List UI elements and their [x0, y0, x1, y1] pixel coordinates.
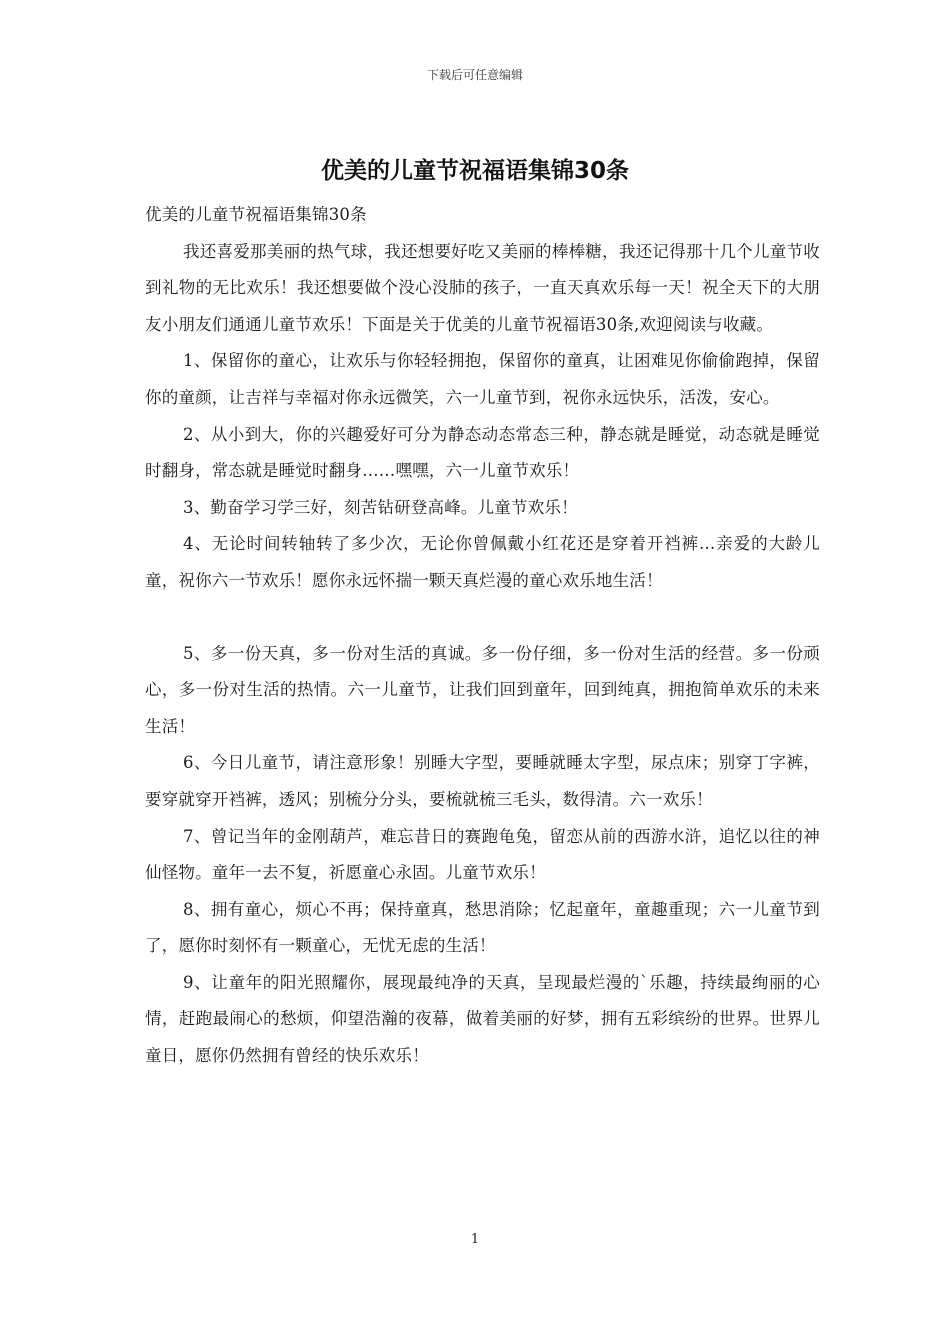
document-body: [145, 197, 820, 1075]
wish-item-8: 8、拥有童心，烦心不再；保持童真，愁思消除；忆起童年，童趣重现；六一儿童节到了，愿你时刻怀有一颗童心，无忧无虑的生活！: [145, 899, 820, 956]
intro-paragraph: 我还喜爱那美丽的热气球，我还想要好吃又美丽的棒棒糖，我还记得那十几个儿童节收到礼物的无比欢乐！我还想要做个没心没肺的孩子，一直天真欢乐每一天！祝全天下的大朋友小朋友们通通儿童节欢乐！下面是关于优美的儿童节祝福语30条,欢迎阅读与收藏。: [145, 241, 820, 334]
wish-item-2: 2、从小到大，你的兴趣爱好可分为静态动态常态三种，静态就是睡觉，动态就是睡觉时翻身，常态就是睡觉时翻身……嘿嘿，六一儿童节欢乐！: [145, 424, 820, 481]
wish-item-9: 9、让童年的阳光照耀你，展现最纯净的天真，呈现最烂漫的`乐趣，持续最绚丽的心情，赶跑最闹心的愁烦，仰望浩瀚的夜幕，做着美丽的好梦，拥有五彩缤纷的世界。世界儿童日，愿你仍然拥有曾经的快乐欢乐！: [145, 972, 820, 1066]
page-number: 1: [470, 1232, 480, 1247]
wish-item-5: 5、多一份天真，多一份对生活的真诚。多一份仔细，多一份对生活的经营。多一份顽心，多一份对生活的热情。六一儿童节，让我们回到童年，回到纯真，拥抱简单欢乐的未来生活！: [145, 643, 820, 736]
wish-item-3: 3、勤奋学习学三好，刻苦钻研登高峰。儿童节欢乐！: [183, 497, 578, 517]
subtitle-line: 优美的儿童节祝福语集锦30条: [145, 205, 367, 224]
wish-item-4: 4、无论时间转轴转了多少次，无论你曾佩戴小红花还是穿着开裆裤…亲爱的大龄儿童，祝你六一节欢乐！愿你永远怀揣一颗天真烂漫的童心欢乐地生活！: [145, 534, 820, 590]
wish-item-6: 6、今日儿童节，请注意形象！别睡大字型，要睡就睡太字型，尿点床；别穿丁字裤，要穿就穿开裆裤，透风；别梳分分头，要梳就梳三毛头，数得清。六一欢乐！: [145, 753, 820, 809]
wish-item-7: 7、曾记当年的金刚葫芦，难忘昔日的赛跑龟兔，留恋从前的西游水浒，追忆以往的神仙怪物。童年一去不复，祈愿童心永固。儿童节欢乐！: [145, 826, 820, 883]
header-note: 下载后可任意编辑: [426, 68, 523, 82]
wish-item-1: 1、保留你的童心，让欢乐与你轻轻拥抱，保留你的童真，让困难见你偷偷跑掉，保留你的童颜，让吉祥与幸福对你永远微笑，六一儿童节到，祝你永远快乐，活泼，安心。: [145, 351, 820, 407]
document-title: 优美的儿童节祝福语集锦30条: [320, 158, 629, 184]
